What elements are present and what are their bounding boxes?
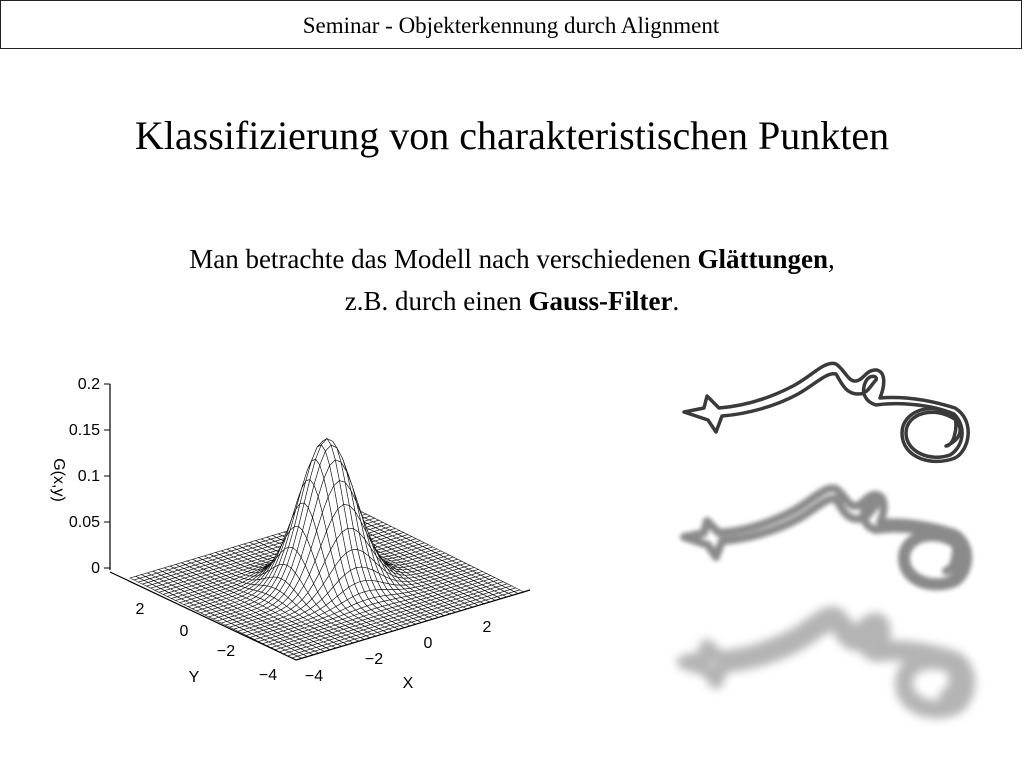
shape-original bbox=[684, 363, 968, 461]
shape-smoothed-medium bbox=[684, 488, 968, 586]
smoothing-illustration bbox=[684, 363, 968, 711]
x-tick-label: −4 bbox=[304, 668, 324, 685]
body-line-1-prefix: Man betrachte das Modell nach verschiedenen bbox=[189, 244, 698, 274]
slide-title-text: Klassifizierung von charakteristischen Punkten bbox=[134, 113, 890, 158]
body-line-2-suffix: . bbox=[672, 286, 680, 316]
x-tick-label: −2 bbox=[364, 651, 384, 668]
z-axis-label: G(x,y) bbox=[50, 458, 67, 502]
z-tick-label: 0.2 bbox=[77, 376, 100, 393]
gaussian-3d-plot bbox=[50, 376, 530, 692]
x-tick-label: 2 bbox=[482, 619, 492, 636]
x-tick-label: 0 bbox=[423, 635, 433, 652]
x-axis-label: X bbox=[402, 675, 414, 692]
z-tick-label: 0 bbox=[91, 560, 100, 577]
z-tick-label: 0.1 bbox=[77, 468, 100, 485]
body-line-1-bold: Glättungen bbox=[697, 244, 829, 274]
y-tick-label: −2 bbox=[216, 643, 236, 660]
z-tick-label: 0.05 bbox=[68, 514, 100, 531]
y-tick-label: −4 bbox=[258, 667, 278, 684]
body-line-2-bold: Gauss-Filter bbox=[528, 286, 673, 316]
y-axis-label: Y bbox=[188, 669, 200, 686]
y-tick-label: 2 bbox=[135, 601, 145, 618]
gaussian-surface-mesh bbox=[130, 439, 524, 660]
body-line-1-suffix: , bbox=[828, 244, 835, 274]
body-line-2-prefix: z.B. durch einen bbox=[344, 286, 529, 316]
header-title: Seminar - Objekterkennung durch Alignment bbox=[302, 13, 720, 38]
y-tick-label: 0 bbox=[179, 623, 189, 640]
z-tick-label: 0.15 bbox=[68, 422, 100, 439]
shape-smoothed-strong bbox=[684, 613, 968, 711]
